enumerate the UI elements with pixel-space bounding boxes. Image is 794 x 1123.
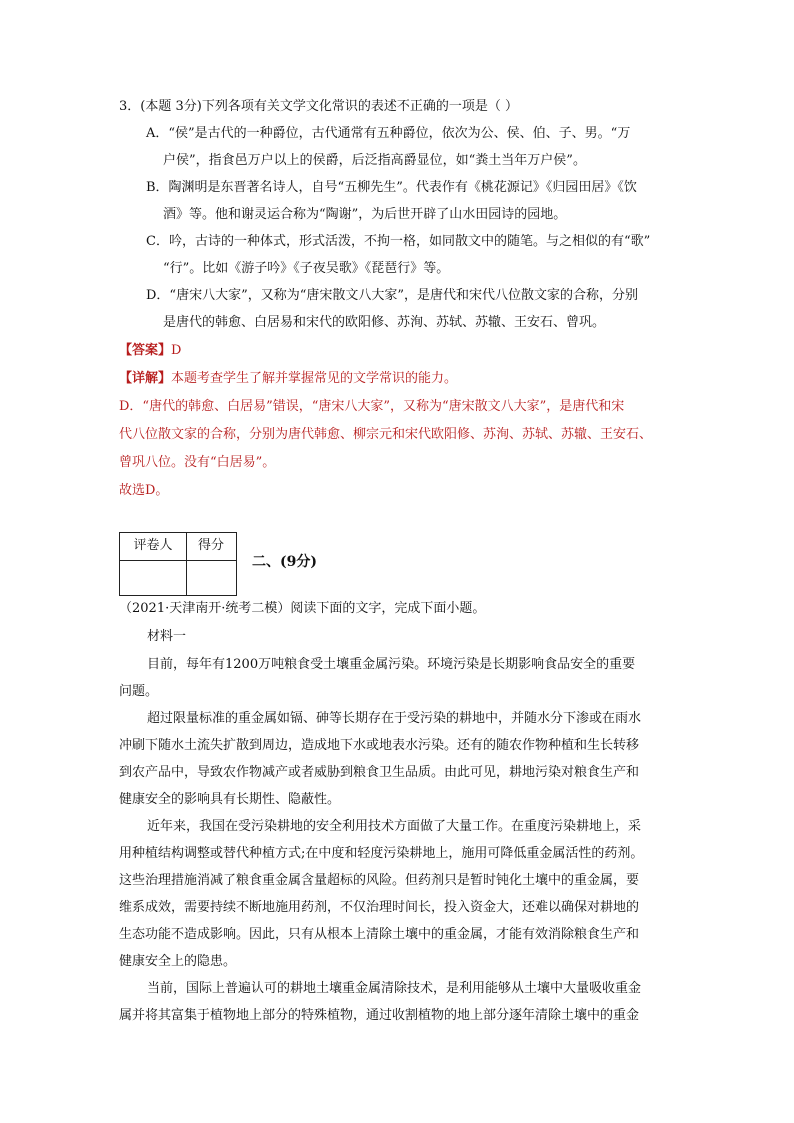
section-heading: 二、(9分) <box>252 554 317 570</box>
option-c-line1: C．吟，古诗的一种体式，形式活泼，不拘一格，如同散文中的随笔。与之相似的有“歌” <box>146 234 651 249</box>
paragraph-3-line-2: 用种植结构调整或替代种植方式;在中度和轻度污染耕地上，施用可降低重金属活性的药剂。 <box>119 846 644 861</box>
paragraph-3-line-5: 生态功能不造成影响。因此，只有从根本上清除土壤中的重金属，才能有效消除粮食生产和 <box>119 927 640 942</box>
paragraph-3-line-6: 健康安全上的隐患。 <box>119 954 237 969</box>
paragraph-4-line-2: 属并将其富集于植物地上部分的特殊植物，通过收割植物的地上部分逐年清除土壤中的重金 <box>119 1008 640 1023</box>
option-a-line1: A．“侯”是古代的一种爵位，古代通常有五种爵位，依次为公、侯、伯、子、男。“万 <box>146 126 631 141</box>
explanation-line1: D．“唐代的韩愈、白居易”错误，“唐宋八大家”，又称为“唐宋散文八大家”，是唐代和宋 <box>119 399 625 414</box>
paragraph-2-line-4: 健康安全的影响具有长期性、隐蔽性。 <box>119 792 341 807</box>
paragraph-2-line-1: 超过限量标准的重金属如镉、砷等长期存在于受污染的耕地中，并随水分下渗或在雨水 <box>147 711 642 726</box>
answer-label: 【答案】 <box>119 343 172 358</box>
paragraph-2-line-3: 到农产品中，导致农作物减产或者威胁到粮食卫生品质。由此可见，耕地污染对粮食生产和 <box>119 765 640 780</box>
paragraph-4-line-1: 当前，国际上普遍认可的耕地土壤重金属清除技术，是利用能够从土壤中大量吸收重金 <box>147 981 642 996</box>
answer-value: D <box>171 343 182 358</box>
detail-label: 【详解】 <box>119 371 172 386</box>
score-label: 得分 <box>197 538 224 553</box>
paragraph-2-line-2: 冲刷下随水土流失扩散到周边，造成地下水或地表水污染。还有的随农作物种植和生长转移 <box>119 738 640 753</box>
section-source: （2021·天津南开·统考二模）阅读下面的文字，完成下面小题。 <box>119 601 486 616</box>
paragraph-1-line-2: 问题。 <box>119 684 159 699</box>
option-d-line2: 是唐代的韩愈、白居易和宋代的欧阳修、苏洵、苏轼、苏辙、王安石、曾巩。 <box>163 315 606 330</box>
conclusion: 故选D。 <box>119 483 169 498</box>
answer <box>119 343 181 359</box>
option-b-line1: B．陶渊明是东晋著名诗人，自号“五柳先生”。代表作有《桃花源记》《归园田居》《饮 <box>146 180 637 195</box>
detail <box>119 371 457 387</box>
table-divider-horizontal <box>120 560 236 561</box>
paragraph-3-line-4: 维系成效，需要持续不断地施用药剂，不仅治理时间长，投入资金大，还难以确保对耕地的 <box>119 900 640 915</box>
paragraph-3-line-1: 近年来，我国在受污染耕地的安全利用技术方面做了大量工作。在重度污染耕地上，采 <box>147 819 642 834</box>
detail-text: 本题考查学生了解并掌握常见的文学常识的能力。 <box>171 371 458 386</box>
option-d-line1: D．“唐宋八大家”，又称为“唐宋散文八大家”，是唐代和宋代八位散文家的合称，分别 <box>146 288 639 303</box>
explanation-line2: 代八位散文家的合称，分别为唐代韩愈、柳宗元和宋代欧阳修、苏洵、苏轼、苏辙、王安石、 <box>119 427 653 442</box>
question-stem: 3．(本题 3分)下列各项有关文学文化常识的表述不正确的一项是（ ） <box>119 99 518 114</box>
grading-table <box>119 532 237 596</box>
paragraph-3-line-3: 这些治理措施消减了粮食重金属含量超标的风险。但药剂只是暂时钝化土壤中的重金属，要 <box>119 873 640 888</box>
material-title: 材料一 <box>147 629 187 644</box>
option-b-line2: 酒》等。他和谢灵运合称为“陶谢”，为后世开辟了山水田园诗的园地。 <box>163 207 567 222</box>
paragraph-1-line-1: 目前，每年有1200万吨粮食受土壤重金属污染。环境污染是长期影响食品安全的重要 <box>147 657 636 672</box>
grader-label: 评卷人 <box>133 538 173 553</box>
option-a-line2: 户侯”，指食邑万户以上的侯爵，后泛指高爵显位，如“粪土当年万户侯”。 <box>163 153 586 168</box>
option-c-line2: “行”。比如《游子吟》《子夜吴歌》《琵琶行》等。 <box>163 261 450 276</box>
explanation-line3: 曾巩八位。没有“白居易”。 <box>119 455 276 470</box>
